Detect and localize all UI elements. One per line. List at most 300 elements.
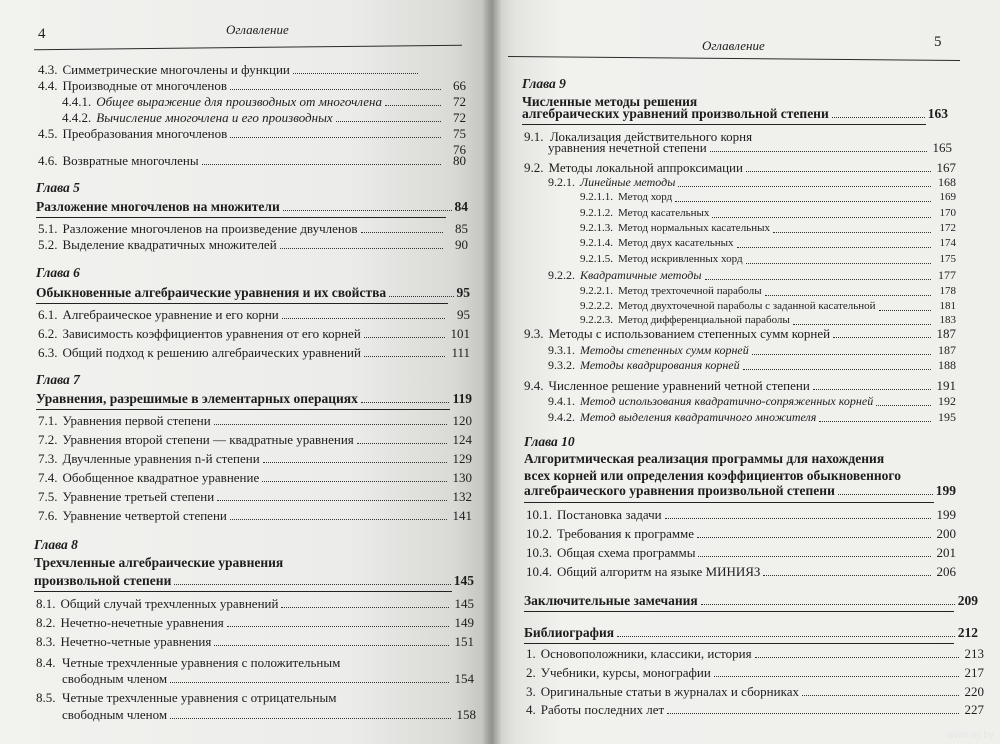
dot-leader <box>262 481 447 482</box>
entry-num: 4.4.2. <box>62 110 92 125</box>
dot-leader <box>389 296 453 297</box>
entry-title: Четные трехчленные уравнения с отрицательным <box>62 690 337 705</box>
entry-num: 10.3. <box>526 545 552 560</box>
entry-page: 201 <box>936 545 956 560</box>
entry-num: 5.2. <box>38 237 58 252</box>
entry-title: Квадратичные методы <box>580 268 702 282</box>
chapter-title-9-line1: Численные методы решения <box>522 94 698 109</box>
dot-leader <box>617 636 955 637</box>
toc-entry-9-3-1[interactable] <box>548 343 956 358</box>
toc-entry-7-4[interactable] <box>38 470 472 485</box>
dot-leader <box>755 657 959 658</box>
entry-title: Постановка задачи <box>557 507 662 522</box>
entry-title: Выделение квадратичных множителей <box>62 237 277 252</box>
entry-num: 9.2.2.1. <box>580 285 613 297</box>
entry-title: Общий случай трехчленных уравнений <box>60 596 279 611</box>
toc-entry-9-4-1[interactable] <box>548 394 956 409</box>
dot-leader <box>714 676 959 677</box>
dot-leader <box>282 318 445 319</box>
toc-entry-6-1[interactable] <box>38 307 470 322</box>
toc-entry-7-2[interactable] <box>38 432 472 447</box>
entry-num: 4. <box>526 702 536 717</box>
entry-title: Метод использования квадратично-сопряженных корней <box>580 394 874 408</box>
chapter-underline <box>36 217 446 218</box>
dot-leader <box>361 402 450 403</box>
entry-page: 217 <box>964 665 984 680</box>
entry-title: Зависимость коэффициентов уравнения от его корней <box>62 326 361 341</box>
entry-page: 101 <box>450 326 470 341</box>
entry-num: 6.2. <box>38 326 58 341</box>
dot-leader <box>802 695 959 696</box>
entry-page: 170 <box>939 207 956 219</box>
toc-entry-9-2-1-5[interactable] <box>580 252 956 267</box>
chapter-underline <box>522 124 926 125</box>
entry-title: Метод дифференциальной параболы <box>618 314 790 326</box>
chapter-page: 163 <box>927 106 948 121</box>
dot-leader <box>336 121 441 122</box>
entry-title: Общее выражение для производных от многочлена <box>96 94 383 109</box>
chapter-title-6[interactable] <box>36 284 470 301</box>
dot-leader <box>202 164 441 165</box>
toc-entry-8-4-line1 <box>36 655 340 670</box>
entry-num: 4.4. <box>38 78 58 93</box>
entry-num: 7.3. <box>38 451 58 466</box>
page-number: 5 <box>934 34 942 50</box>
entry-page: 72 <box>453 110 466 125</box>
page-number: 4 <box>38 26 46 42</box>
entry-page: 169 <box>939 191 956 203</box>
entry-page: 90 <box>455 237 468 252</box>
chapter-page: 84 <box>454 199 468 214</box>
toc-entry-4-6[interactable] <box>38 153 466 168</box>
entry-title: Методы степенных сумм корней <box>580 343 749 357</box>
dot-leader <box>833 337 931 338</box>
entry-page: 168 <box>938 175 956 189</box>
dot-leader <box>712 217 931 218</box>
entry-title: Метод искривленных хорд <box>618 253 743 265</box>
toc-entry-9-2-1-4[interactable] <box>580 236 956 251</box>
bib-entry-3[interactable] <box>526 684 984 699</box>
entry-title: Локализация действительного корня <box>550 129 753 144</box>
entry-num: 6.1. <box>38 307 58 322</box>
dot-leader <box>263 462 447 463</box>
toc-entry-8-5[interactable] <box>62 707 476 722</box>
toc-entry-9-3-2[interactable] <box>548 358 956 373</box>
dot-leader <box>230 89 441 90</box>
entry-num: 9.3.2. <box>548 358 575 372</box>
entry-page: 199 <box>936 507 956 522</box>
entry-num: 9.2.2.3. <box>580 314 613 326</box>
entry-page: 129 <box>452 451 472 466</box>
dot-leader <box>832 117 925 118</box>
toc-entry-10-2[interactable] <box>526 526 956 541</box>
toc-entry-9-2[interactable] <box>524 160 956 175</box>
dot-leader <box>665 518 931 519</box>
entry-title: Требования к программе <box>557 526 695 541</box>
dot-leader <box>746 263 931 264</box>
entry-page: 120 <box>452 413 472 428</box>
entry-num: 10.2. <box>526 526 552 541</box>
running-head: Оглавление <box>226 22 289 37</box>
dot-leader <box>280 248 443 249</box>
dot-leader <box>364 337 445 338</box>
entry-num: 8.3. <box>36 634 56 649</box>
dot-leader <box>819 421 931 422</box>
toc-entry-6-2[interactable] <box>38 326 470 341</box>
watermark: www.ay.by <box>946 730 994 741</box>
entry-page: 95 <box>457 307 470 322</box>
chapter-label-9: Глава 9 <box>522 76 566 91</box>
entry-title: Метод касательных <box>618 207 710 219</box>
entry-title: Преобразования многочленов <box>62 126 228 141</box>
entry-page: 124 <box>452 432 472 447</box>
entry-page: 154 <box>454 671 474 686</box>
entry-page: 130 <box>452 470 472 485</box>
entry-num: 7.1. <box>38 413 58 428</box>
dot-leader <box>765 295 931 296</box>
entry-page: 149 <box>454 615 474 630</box>
entry-page: 195 <box>938 410 956 424</box>
entry-page: 177 <box>938 268 956 282</box>
entry-num: 1. <box>526 646 536 661</box>
dot-leader <box>293 73 418 74</box>
toc-entry-4-5[interactable] <box>38 126 466 141</box>
dot-leader <box>752 354 931 355</box>
entry-title: Общий алгоритм на языке МИНИЯЗ <box>557 564 761 579</box>
conclusion-underline <box>524 611 954 612</box>
entry-num: 9.3.1. <box>548 343 575 357</box>
entry-title: Обобщенное квадратное уравнение <box>62 470 260 485</box>
conclusion-entry[interactable] <box>524 592 978 609</box>
dot-leader <box>361 232 443 233</box>
dot-leader <box>364 356 445 357</box>
chapter-label-5: Глава 5 <box>36 180 80 195</box>
toc-entry-10-1[interactable] <box>526 507 956 522</box>
toc-entry-5-1[interactable] <box>38 221 468 236</box>
entry-title: Четные трехчленные уравнения с положительным <box>62 655 341 670</box>
bib-entry-1[interactable] <box>526 646 984 661</box>
entry-page: 158 <box>456 707 476 722</box>
entry-title: Работы последних лет <box>540 702 665 717</box>
entry-num: 8.5. <box>36 690 56 705</box>
chapter-title-10-line2: всех корней или определения коэффициентов обыкновенного <box>524 468 901 483</box>
chapter-page: 199 <box>935 483 956 498</box>
entry-title: Оригинальные статьи в журналах и сборниках <box>540 684 799 699</box>
entry-page: 187 <box>936 326 956 341</box>
dot-leader <box>710 151 927 152</box>
dot-leader <box>773 232 931 233</box>
bibliography-underline <box>524 643 954 644</box>
entry-page: 76 <box>453 142 466 157</box>
chapter-title-10[interactable] <box>524 482 956 499</box>
entry-page: 85 <box>455 221 468 236</box>
entry-num: 4.4.1. <box>62 94 92 109</box>
chapter-title-5[interactable] <box>36 198 468 215</box>
toc-entry-9-2-1-3[interactable] <box>580 221 956 236</box>
entry-title: Общая схема программы <box>557 545 696 560</box>
dot-leader <box>763 575 931 576</box>
entry-num: 7.2. <box>38 432 58 447</box>
entry-num: 7.5. <box>38 489 58 504</box>
entry-page: 75 <box>453 126 466 141</box>
entry-num: 9.2.1.3. <box>580 222 613 234</box>
entry-page: 206 <box>936 564 956 579</box>
entry-num: 4.6. <box>38 153 58 168</box>
toc-entry-9-1[interactable] <box>548 140 952 155</box>
left-page <box>0 0 494 744</box>
chapter-title-text: алгебраического уравнения произвольной степени <box>524 483 835 498</box>
chapter-page: 95 <box>456 285 470 300</box>
entry-num: 8.2. <box>36 615 56 630</box>
dot-leader <box>701 604 955 605</box>
entry-title: Метод нормальных касательных <box>618 222 770 234</box>
dot-leader <box>705 279 932 280</box>
dot-leader <box>743 369 931 370</box>
bibliography-entry[interactable] <box>524 624 978 641</box>
chapter-underline <box>34 591 452 592</box>
dot-leader <box>214 424 447 425</box>
entry-title: Алгебраическое уравнение и его корни <box>62 307 279 322</box>
toc-entry-8-5-line1 <box>36 690 336 705</box>
entry-title: Уравнения первой степени <box>62 413 211 428</box>
chapter-label-8: Глава 8 <box>34 537 78 552</box>
entry-title: Симметрические многочлены и функции <box>62 62 290 77</box>
chapter-title-8[interactable] <box>34 572 474 589</box>
toc-entry-9-4-2[interactable] <box>548 410 956 425</box>
entry-page: 227 <box>964 702 984 717</box>
entry-page: 151 <box>454 634 474 649</box>
dot-leader <box>214 645 449 646</box>
dot-leader <box>174 584 450 585</box>
entry-num: 10.1. <box>526 507 552 522</box>
dot-leader <box>675 201 931 202</box>
chapter-underline <box>524 502 934 503</box>
toc-entry-7-3[interactable] <box>38 451 472 466</box>
entry-title: Линейные методы <box>580 175 676 189</box>
entry-page: 72 <box>453 94 466 109</box>
dot-leader <box>746 171 931 172</box>
entry-num: 9.2.2. <box>548 268 575 282</box>
entry-title: Общий подход к решению алгебраических уравнений <box>62 345 361 360</box>
entry-num: 9.2.1. <box>548 175 575 189</box>
entry-page: 191 <box>936 378 956 393</box>
entry-title: Двучленные уравнения n-й степени <box>62 451 260 466</box>
dot-leader <box>697 537 931 538</box>
entry-num: 7.4. <box>38 470 58 485</box>
toc-entry-6-3[interactable] <box>38 345 470 360</box>
toc-entry-4-4[interactable] <box>38 78 466 93</box>
entry-title: Уравнение четвертой степени <box>62 508 227 523</box>
toc-entry-4-4-1[interactable] <box>62 94 466 109</box>
entry-num: 9.2.1.2. <box>580 207 613 219</box>
chapter-label-6: Глава 6 <box>36 265 80 280</box>
toc-entry-8-2[interactable] <box>36 615 474 630</box>
entry-title: Уравнение третьей степени <box>62 489 215 504</box>
entry-page: 111 <box>451 345 470 360</box>
entry-title: Численное решение уравнений четной степени <box>548 378 810 393</box>
entry-num: 9.2.1.5. <box>580 253 613 265</box>
toc-entry-9-2-1-1[interactable] <box>580 190 956 205</box>
header-rule <box>508 56 960 61</box>
entry-title: Нечетно-нечетные уравнения <box>60 615 224 630</box>
entry-num: 9.4.2. <box>548 410 575 424</box>
entry-page: 132 <box>452 489 472 504</box>
toc-entry-9-2-1[interactable] <box>548 175 956 190</box>
toc-entry-7-1[interactable] <box>38 413 472 428</box>
entry-num: 6.3. <box>38 345 58 360</box>
entry-num: 2. <box>526 665 536 680</box>
toc-entry-10-4[interactable] <box>526 564 956 579</box>
chapter-label-10: Глава 10 <box>524 434 575 449</box>
dot-leader <box>876 405 931 406</box>
entry-page: 172 <box>939 222 956 234</box>
chapter-title-9[interactable] <box>522 105 948 122</box>
dot-leader <box>813 389 931 390</box>
entry-num: 5.1. <box>38 221 58 236</box>
entry-num: 9.1. <box>524 129 544 144</box>
running-head: Оглавление <box>702 38 765 53</box>
entry-page: 175 <box>939 253 956 265</box>
chapter-title-text: Разложение многочленов на множители <box>36 199 280 214</box>
entry-num: 8.1. <box>36 596 56 611</box>
dot-leader <box>793 324 931 325</box>
entry-num: 4.3. <box>38 62 58 77</box>
bib-entry-4[interactable] <box>526 702 984 717</box>
right-page <box>490 0 1000 744</box>
dot-leader <box>737 247 931 248</box>
chapter-label-7: Глава 7 <box>36 372 80 387</box>
bib-entry-2[interactable] <box>526 665 984 680</box>
entry-title: Методы с использованием степенных сумм корней <box>548 326 831 341</box>
toc-entry-9-4[interactable] <box>524 378 956 393</box>
entry-page: 181 <box>939 300 956 312</box>
entry-title: Метод двухточечной параболы с заданной касательной <box>618 300 876 312</box>
dot-leader <box>170 718 451 719</box>
dot-leader <box>838 494 933 495</box>
chapter-title-text: произвольной степени <box>34 573 172 588</box>
dot-leader <box>217 500 447 501</box>
chapter-page: 119 <box>452 391 472 406</box>
chapter-title-text: Обыкновенные алгебраические уравнения и их свойства <box>36 285 387 300</box>
dot-leader <box>698 556 931 557</box>
dot-leader <box>283 210 452 211</box>
entry-page: 165 <box>932 140 952 155</box>
header-rule <box>34 45 462 50</box>
entry-page: 192 <box>938 394 956 408</box>
toc-entry-9-2-2-1[interactable] <box>580 284 956 299</box>
chapter-title-8-line1: Трехчленные алгебраические уравнения <box>34 555 284 570</box>
dot-leader <box>879 310 931 311</box>
bibliography-title: Библиография <box>524 625 615 640</box>
chapter-title-text: Уравнения, разрешимые в элементарных операциях <box>36 391 358 406</box>
entry-num: 3. <box>526 684 536 699</box>
entry-page: 174 <box>939 237 956 249</box>
toc-entry-8-1[interactable] <box>36 596 474 611</box>
entry-title: Возвратные многочлены <box>62 153 199 168</box>
entry-page: 187 <box>938 343 956 357</box>
entry-page: 213 <box>964 646 984 661</box>
entry-title: Уравнения второй степени — квадратные уравнения <box>62 432 354 447</box>
entry-title: Метод двух касательных <box>618 237 734 249</box>
entry-num: 9.4. <box>524 378 544 393</box>
entry-title: уравнения нечетной степени <box>548 140 707 155</box>
entry-page: 167 <box>936 160 956 175</box>
entry-title: Метод выделения квадратичного множителя <box>580 410 817 424</box>
toc-entry-9-2-1-2[interactable] <box>580 206 956 221</box>
entry-title: Нечетно-четные уравнения <box>60 634 212 649</box>
entry-page: 66 <box>453 78 466 93</box>
conclusion-title: Заключительные замечания <box>524 593 698 608</box>
entry-title: Разложение многочленов на произведение двучленов <box>62 221 358 236</box>
toc-entry-4-3[interactable] <box>38 62 443 77</box>
toc-entry-8-3[interactable] <box>36 634 474 649</box>
entry-page: 188 <box>938 358 956 372</box>
dot-leader <box>230 137 441 138</box>
entry-title: Производные от многочленов <box>62 78 227 93</box>
entry-page: 200 <box>936 526 956 541</box>
toc-entry-7-6[interactable] <box>38 508 472 523</box>
toc-entry-8-4[interactable] <box>62 671 474 686</box>
entry-num: 8.4. <box>36 655 56 670</box>
entry-title: Основоположники, классики, история <box>540 646 752 661</box>
toc-entry-7-5[interactable] <box>38 489 472 504</box>
entry-title: свободным членом <box>62 707 168 722</box>
toc-entry-5-2[interactable] <box>38 237 468 252</box>
toc-entry-9-2-2-2[interactable] <box>580 299 956 314</box>
toc-entry-9-2-2[interactable] <box>548 268 956 283</box>
dot-leader <box>170 682 449 683</box>
dot-leader <box>667 713 959 714</box>
dot-leader <box>385 105 441 106</box>
entry-num: 9.4.1. <box>548 394 575 408</box>
dot-leader <box>281 607 449 608</box>
entry-title: Учебники, курсы, монографии <box>540 665 711 680</box>
entry-page: 80 <box>453 153 466 168</box>
chapter-title-text: алгебраических уравнений произвольной степени <box>522 106 829 121</box>
toc-entry-9-3[interactable] <box>524 326 956 341</box>
entry-num: 7.6. <box>38 508 58 523</box>
chapter-title-7[interactable] <box>36 390 472 407</box>
dot-leader <box>357 443 447 444</box>
dot-leader <box>678 186 931 187</box>
book-gutter-shadow <box>482 0 502 744</box>
entry-num: 9.2. <box>524 160 544 175</box>
entry-num: 9.2.1.1. <box>580 191 613 203</box>
chapter-title-10-line1: Алгоритмическая реализация программы для нахождения <box>524 451 885 466</box>
entry-num: 9.2.2.2. <box>580 300 613 312</box>
toc-entry-4-4-2[interactable] <box>62 110 466 125</box>
bibliography-page: 212 <box>957 625 978 640</box>
entry-num: 10.4. <box>526 564 552 579</box>
chapter-underline <box>36 303 448 304</box>
toc-entry-10-3[interactable] <box>526 545 956 560</box>
entry-page: 220 <box>964 684 984 699</box>
entry-num: 9.2.1.4. <box>580 237 613 249</box>
entry-title: Метод хорд <box>618 191 673 203</box>
chapter-page: 145 <box>453 573 474 588</box>
entry-title: Метод трехточечной параболы <box>618 285 762 297</box>
conclusion-page: 209 <box>957 593 978 608</box>
dot-leader <box>227 626 449 627</box>
entry-title: Вычисление многочлена и его производных <box>96 110 333 125</box>
chapter-underline <box>36 409 450 410</box>
entry-page: 145 <box>454 596 474 611</box>
dot-leader <box>230 519 447 520</box>
entry-title: Методы локальной аппроксимации <box>548 160 743 175</box>
entry-page: 141 <box>452 508 472 523</box>
entry-page: 178 <box>939 285 956 297</box>
entry-page: 183 <box>939 314 956 326</box>
